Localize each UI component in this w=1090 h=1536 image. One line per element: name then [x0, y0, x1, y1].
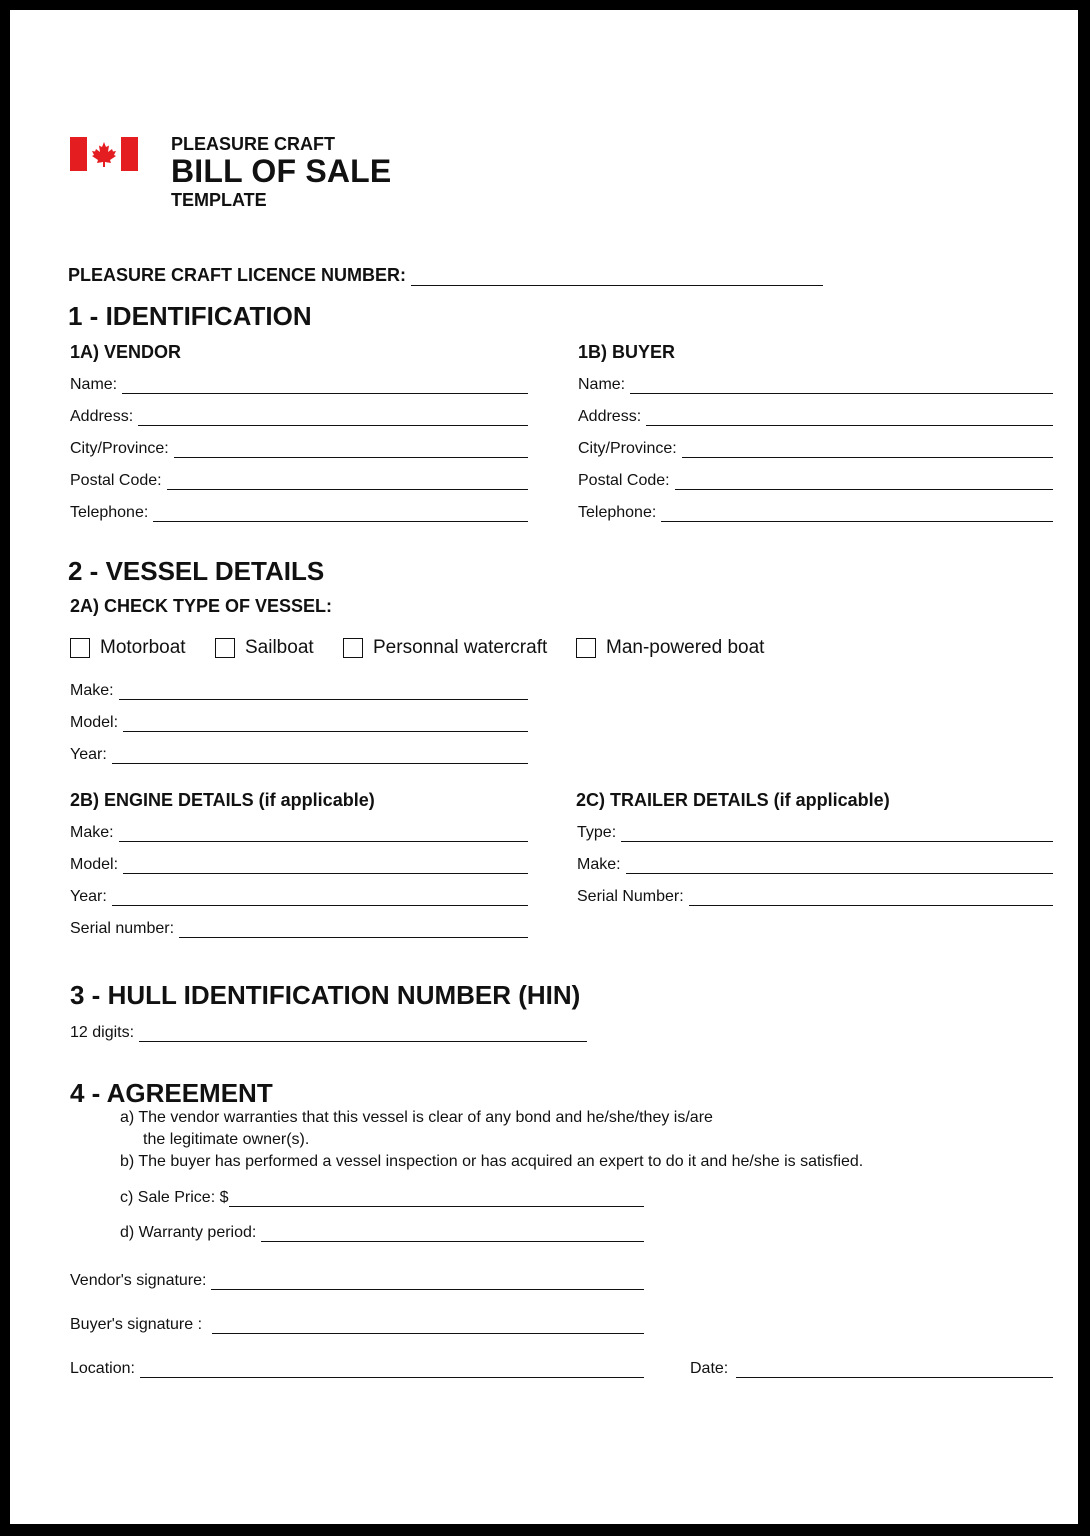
section-agreement-heading: 4 - AGREEMENT	[70, 1078, 273, 1108]
trailer-type-line[interactable]	[621, 827, 1053, 842]
vendor-city-field[interactable]	[70, 436, 528, 458]
buyer-name-line[interactable]	[630, 379, 1053, 394]
engine-year-line[interactable]	[112, 891, 528, 906]
engine-model-line[interactable]	[123, 859, 528, 874]
vendor-name-label: Name:	[70, 376, 118, 393]
licence-number-label: PLEASURE CRAFT LICENCE NUMBER:	[68, 265, 407, 285]
buyer-address-field[interactable]	[578, 404, 1053, 426]
trailer-make-field[interactable]	[577, 852, 1053, 874]
vendor-postal-label: Postal Code:	[70, 472, 162, 489]
checkbox-box[interactable]	[70, 638, 90, 658]
trailer-heading: 2C) TRAILER DETAILS (if applicable)	[576, 790, 890, 810]
buyer-postal-line[interactable]	[675, 475, 1053, 490]
checkbox-label: Motorboat	[100, 637, 186, 658]
vessel-model-label: Model:	[70, 714, 119, 731]
sale-price-label: c) Sale Price: $	[120, 1189, 229, 1206]
vendor-signature-field[interactable]	[70, 1268, 644, 1290]
trailer-serial-field[interactable]	[577, 884, 1053, 906]
engine-serial-field[interactable]	[70, 916, 528, 938]
engine-serial-label: Serial number:	[70, 920, 175, 937]
engine-make-line[interactable]	[119, 827, 528, 842]
checkbox-man-powered-boat[interactable]	[576, 637, 764, 659]
warranty-period-field[interactable]	[120, 1220, 644, 1242]
canada-flag-icon	[70, 137, 138, 171]
licence-number-field[interactable]	[68, 264, 823, 286]
vendor-signature-label: Vendor's signature:	[70, 1272, 207, 1289]
trailer-serial-label: Serial Number:	[577, 888, 684, 905]
vendor-telephone-line[interactable]	[153, 507, 528, 522]
engine-model-label: Model:	[70, 856, 119, 873]
buyer-address-label: Address:	[578, 408, 642, 425]
vessel-make-field[interactable]	[70, 678, 528, 700]
document-page	[10, 10, 1078, 1524]
licence-number-line[interactable]	[411, 271, 823, 286]
header-kicker: PLEASURE CRAFT	[171, 134, 336, 154]
agreement-clause-a-line1: a) The vendor warranties that this vessel is clear of any bond and he/she/they is/are	[120, 1109, 713, 1126]
checkbox-box[interactable]	[343, 638, 363, 658]
vendor-name-field[interactable]	[70, 372, 528, 394]
section-vessel-heading: 2 - VESSEL DETAILS	[68, 556, 325, 586]
location-line[interactable]	[140, 1363, 644, 1378]
vessel-make-label: Make:	[70, 682, 114, 699]
buyer-heading: 1B) BUYER	[578, 342, 676, 362]
sale-price-field[interactable]	[120, 1185, 644, 1207]
vendor-postal-field[interactable]	[70, 468, 528, 490]
trailer-type-label: Type:	[577, 824, 617, 841]
buyer-telephone-label: Telephone:	[578, 504, 657, 521]
buyer-address-line[interactable]	[646, 411, 1053, 426]
checkbox-label: Man-powered boat	[606, 637, 765, 658]
hin-digits-line[interactable]	[139, 1027, 587, 1042]
engine-year-label: Year:	[70, 888, 107, 905]
sale-price-line[interactable]	[229, 1192, 644, 1207]
vendor-telephone-label: Telephone:	[70, 504, 149, 521]
vessel-model-field[interactable]	[70, 710, 528, 732]
checkbox-label: Sailboat	[245, 637, 314, 658]
engine-year-field[interactable]	[70, 884, 528, 906]
checkbox-sailboat[interactable]	[215, 637, 314, 659]
section-hin-heading: 3 - HULL IDENTIFICATION NUMBER (HIN)	[70, 980, 581, 1010]
location-field[interactable]	[70, 1356, 644, 1378]
trailer-type-field[interactable]	[577, 820, 1053, 842]
engine-make-label: Make:	[70, 824, 114, 841]
checkbox-personal-watercraft[interactable]	[343, 637, 547, 659]
page-title: BILL OF SALE	[171, 153, 392, 189]
hin-digits-field[interactable]	[70, 1020, 587, 1042]
vessel-year-label: Year:	[70, 746, 107, 763]
date-line[interactable]	[736, 1363, 1053, 1378]
buyer-signature-label: Buyer's signature :	[70, 1316, 203, 1333]
engine-serial-line[interactable]	[179, 923, 528, 938]
date-field[interactable]	[690, 1356, 1053, 1378]
buyer-city-field[interactable]	[578, 436, 1053, 458]
vendor-address-line[interactable]	[138, 411, 528, 426]
vendor-name-line[interactable]	[122, 379, 528, 394]
buyer-postal-label: Postal Code:	[578, 472, 670, 489]
buyer-telephone-field[interactable]	[578, 500, 1053, 522]
buyer-name-label: Name:	[578, 376, 626, 393]
buyer-postal-field[interactable]	[578, 468, 1053, 490]
engine-heading: 2B) ENGINE DETAILS (if applicable)	[70, 790, 375, 810]
vessel-year-line[interactable]	[112, 749, 528, 764]
engine-make-field[interactable]	[70, 820, 528, 842]
header-subtitle: TEMPLATE	[171, 190, 267, 210]
vessel-year-field[interactable]	[70, 742, 528, 764]
checkbox-motorboat[interactable]	[70, 637, 186, 659]
vendor-heading: 1A) VENDOR	[70, 342, 182, 362]
date-label: Date:	[690, 1360, 729, 1377]
trailer-make-line[interactable]	[626, 859, 1053, 874]
vessel-type-heading: 2A) CHECK TYPE OF VESSEL:	[70, 596, 333, 616]
vendor-city-label: City/Province:	[70, 440, 169, 457]
buyer-signature-line[interactable]	[212, 1319, 644, 1334]
hin-digits-label: 12 digits:	[70, 1024, 135, 1041]
buyer-city-label: City/Province:	[578, 440, 677, 457]
vendor-address-field[interactable]	[70, 404, 528, 426]
engine-model-field[interactable]	[70, 852, 528, 874]
checkbox-box[interactable]	[576, 638, 596, 658]
checkbox-label: Personnal watercraft	[373, 637, 548, 658]
section-identification-heading: 1 - IDENTIFICATION	[68, 301, 312, 331]
buyer-signature-field[interactable]	[70, 1312, 644, 1334]
buyer-name-field[interactable]	[578, 372, 1053, 394]
vendor-city-line[interactable]	[174, 443, 528, 458]
vendor-address-label: Address:	[70, 408, 134, 425]
warranty-period-line[interactable]	[261, 1227, 644, 1242]
trailer-serial-line[interactable]	[689, 891, 1053, 906]
agreement-clause-a-line2: the legitimate owner(s).	[143, 1131, 310, 1148]
trailer-make-label: Make:	[577, 856, 621, 873]
vendor-signature-line[interactable]	[211, 1275, 644, 1290]
checkbox-box[interactable]	[215, 638, 235, 658]
vessel-model-line[interactable]	[123, 717, 528, 732]
buyer-city-line[interactable]	[682, 443, 1053, 458]
vendor-postal-line[interactable]	[167, 475, 528, 490]
vessel-make-line[interactable]	[119, 685, 528, 700]
location-label: Location:	[70, 1360, 135, 1377]
warranty-period-label: d) Warranty period:	[120, 1224, 257, 1241]
agreement-clause-b: b) The buyer has performed a vessel inspection or has acquired an expert to do it and he/she is satisfied.	[120, 1153, 864, 1170]
buyer-telephone-line[interactable]	[661, 507, 1053, 522]
vendor-telephone-field[interactable]	[70, 500, 528, 522]
